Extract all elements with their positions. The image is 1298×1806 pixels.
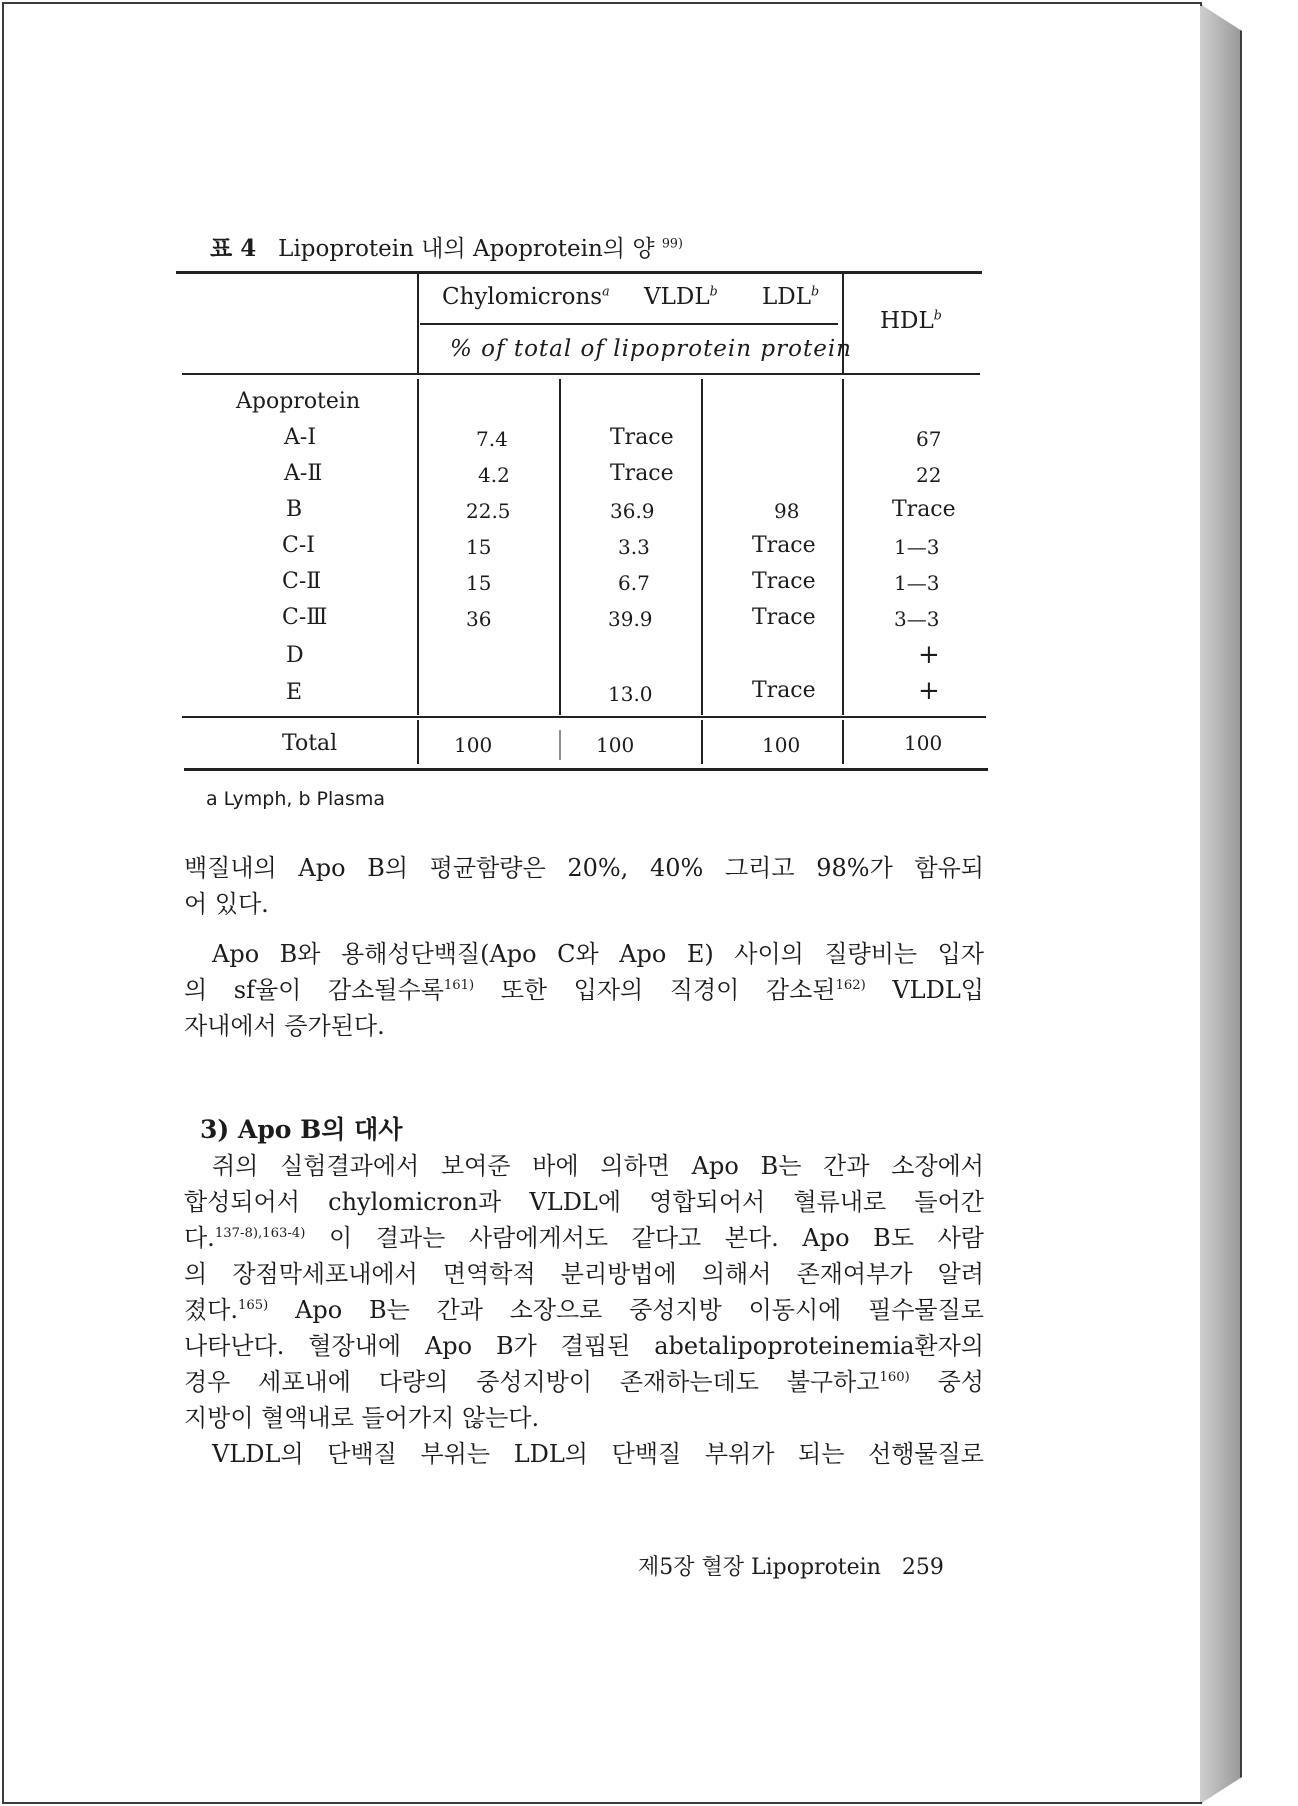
cell-ldl: 98 — [774, 499, 800, 523]
table-vline-total-1 — [417, 720, 419, 764]
table-header-midrule — [420, 323, 838, 325]
table-bottom-rule — [184, 768, 988, 771]
total-ldl: 100 — [762, 733, 801, 757]
cell-hdl: 22 — [916, 463, 942, 487]
paragraph-line: 경우 세포내에 다량의 중성지방이 존재하는데도 불구하고$^{160)}$ 중성 — [184, 1368, 984, 1396]
paragraph-line: VLDL의 단백질 부위는 LDL의 단백질 부위가 되는 선행물질로 — [212, 1440, 984, 1468]
cell-vldl: 6.7 — [618, 571, 650, 595]
paragraph-line: 다.$^{137-8),163-4)}$ 이 결과는 사람에게서도 같다고 본다. Apo B도 사람 — [184, 1224, 984, 1252]
table-caption-label: 표 4 — [210, 235, 257, 262]
paragraph-line: 어 있다. — [184, 890, 269, 918]
paragraph-2 — [184, 936, 984, 1044]
total-label: Total — [282, 731, 338, 756]
table-vline-header-left — [417, 273, 419, 373]
table-header-bottom-rule — [182, 373, 980, 375]
paragraph-line: 의 장점막세포내에서 면역학적 분리방법에 의해서 존재여부가 알려 — [184, 1260, 984, 1288]
row-label: B — [286, 497, 303, 522]
cell-hdl: + — [918, 640, 940, 670]
paragraph-line: 자내에서 증가된다. — [184, 1012, 385, 1040]
cell-chylo: 4.2 — [478, 463, 510, 487]
cell-vldl: 39.9 — [608, 607, 653, 631]
cell-hdl: 1—3 — [894, 571, 940, 595]
paragraph-line: 나타난다. 혈장내에 Apo B가 결핍된 abetalipoproteinemia환자의 — [184, 1332, 984, 1360]
table-vline-3 — [701, 379, 703, 715]
table-vline-total-3 — [701, 720, 703, 764]
table-footnote: a Lymph, b Plasma — [206, 788, 385, 810]
row-label: C-Ⅱ — [282, 569, 322, 594]
table-subheader: % of total of lipoprotein protein — [450, 336, 852, 362]
cell-chylo: 15 — [466, 571, 492, 595]
total-vldl: 100 — [596, 733, 635, 757]
cell-hdl: 3—3 — [894, 607, 940, 631]
cell-ldl: Trace — [752, 678, 816, 703]
table-vline-1 — [417, 379, 419, 715]
row-label: A-Ⅰ — [284, 425, 317, 450]
table-total-rule — [182, 716, 986, 718]
row-group-label: Apoprotein — [236, 389, 361, 414]
cell-vldl: 13.0 — [608, 682, 653, 706]
cell-chylo: 22.5 — [466, 499, 511, 523]
table-top-rule — [176, 271, 982, 274]
cell-vldl: 3.3 — [618, 535, 650, 559]
col-header-chylomicrons: Chylomicrons$^a$ — [442, 283, 610, 310]
paragraph-1 — [184, 850, 984, 922]
cell-hdl: 1—3 — [894, 535, 940, 559]
cell-ldl: Trace — [752, 533, 816, 558]
table-vline-total-4 — [842, 720, 844, 764]
page-edge-shadow — [1200, 4, 1242, 1804]
cell-chylo: 15 — [466, 535, 492, 559]
paragraph-line: 지방이 혈액내로 들어가지 않는다. — [184, 1404, 540, 1432]
total-chylo: 100 — [454, 733, 493, 757]
row-label: E — [286, 680, 303, 705]
footer-chapter: 제5장 혈장 Lipoprotein — [638, 1555, 881, 1580]
col-header-hdl: HDL$^b$ — [880, 307, 942, 334]
paragraph-line: 합성되어서 chylomicron과 VLDL에 영합되어서 혈류내로 들어간 — [184, 1188, 984, 1216]
table-caption-text: Lipoprotein 내의 Apoprotein의 양 — [278, 236, 655, 262]
page-number: 259 — [901, 1555, 944, 1580]
section-heading: 3) Apo B의 대사 — [200, 1115, 403, 1144]
row-label: A-Ⅱ — [284, 461, 323, 486]
row-label: C-Ⅰ — [282, 533, 315, 558]
section-body — [184, 1148, 984, 1472]
cell-chylo: 7.4 — [476, 427, 508, 451]
paragraph-line: 백질내의 Apo B의 평균함량은 20%, 40% 그리고 98%가 함유되 — [184, 854, 984, 882]
cell-vldl: Trace — [610, 461, 674, 486]
cell-vldl: Trace — [610, 425, 674, 450]
paragraph-line: 쥐의 실험결과에서 보여준 바에 의하면 Apo B는 간과 소장에서 — [212, 1152, 984, 1180]
paragraph-line: 의 sf율이 감소될수록$^{161)}$ 또한 입자의 직경이 감소된$^{162)}$ VLDL입 — [184, 976, 984, 1004]
cell-chylo: 36 — [466, 607, 492, 631]
table-caption — [210, 230, 683, 263]
col-header-ldl: LDL$^b$ — [762, 283, 820, 310]
table-vline-2 — [559, 379, 561, 715]
cell-hdl: 67 — [916, 427, 942, 451]
cell-ldl: Trace — [752, 569, 816, 594]
table-vline-4 — [842, 379, 844, 715]
table-caption-ref: 99) — [661, 235, 683, 251]
cell-vldl: 36.9 — [610, 499, 655, 523]
cell-hdl: Trace — [892, 497, 956, 522]
paragraph-line: Apo B와 용해성단백질(Apo C와 Apo E) 사이의 질량비는 입자 — [212, 940, 984, 968]
table-vline-total-2 — [559, 730, 561, 760]
col-header-vldl: VLDL$^b$ — [644, 283, 718, 310]
total-hdl: 100 — [904, 731, 943, 755]
paragraph-line: 졌다.$^{165)}$ Apo B는 간과 소장으로 중성지방 이동시에 필수물질로 — [184, 1296, 984, 1324]
running-footer — [638, 1550, 944, 1581]
row-label: D — [286, 643, 304, 668]
row-label: C-Ⅲ — [282, 605, 328, 630]
cell-hdl: + — [918, 676, 940, 706]
cell-ldl: Trace — [752, 605, 816, 630]
